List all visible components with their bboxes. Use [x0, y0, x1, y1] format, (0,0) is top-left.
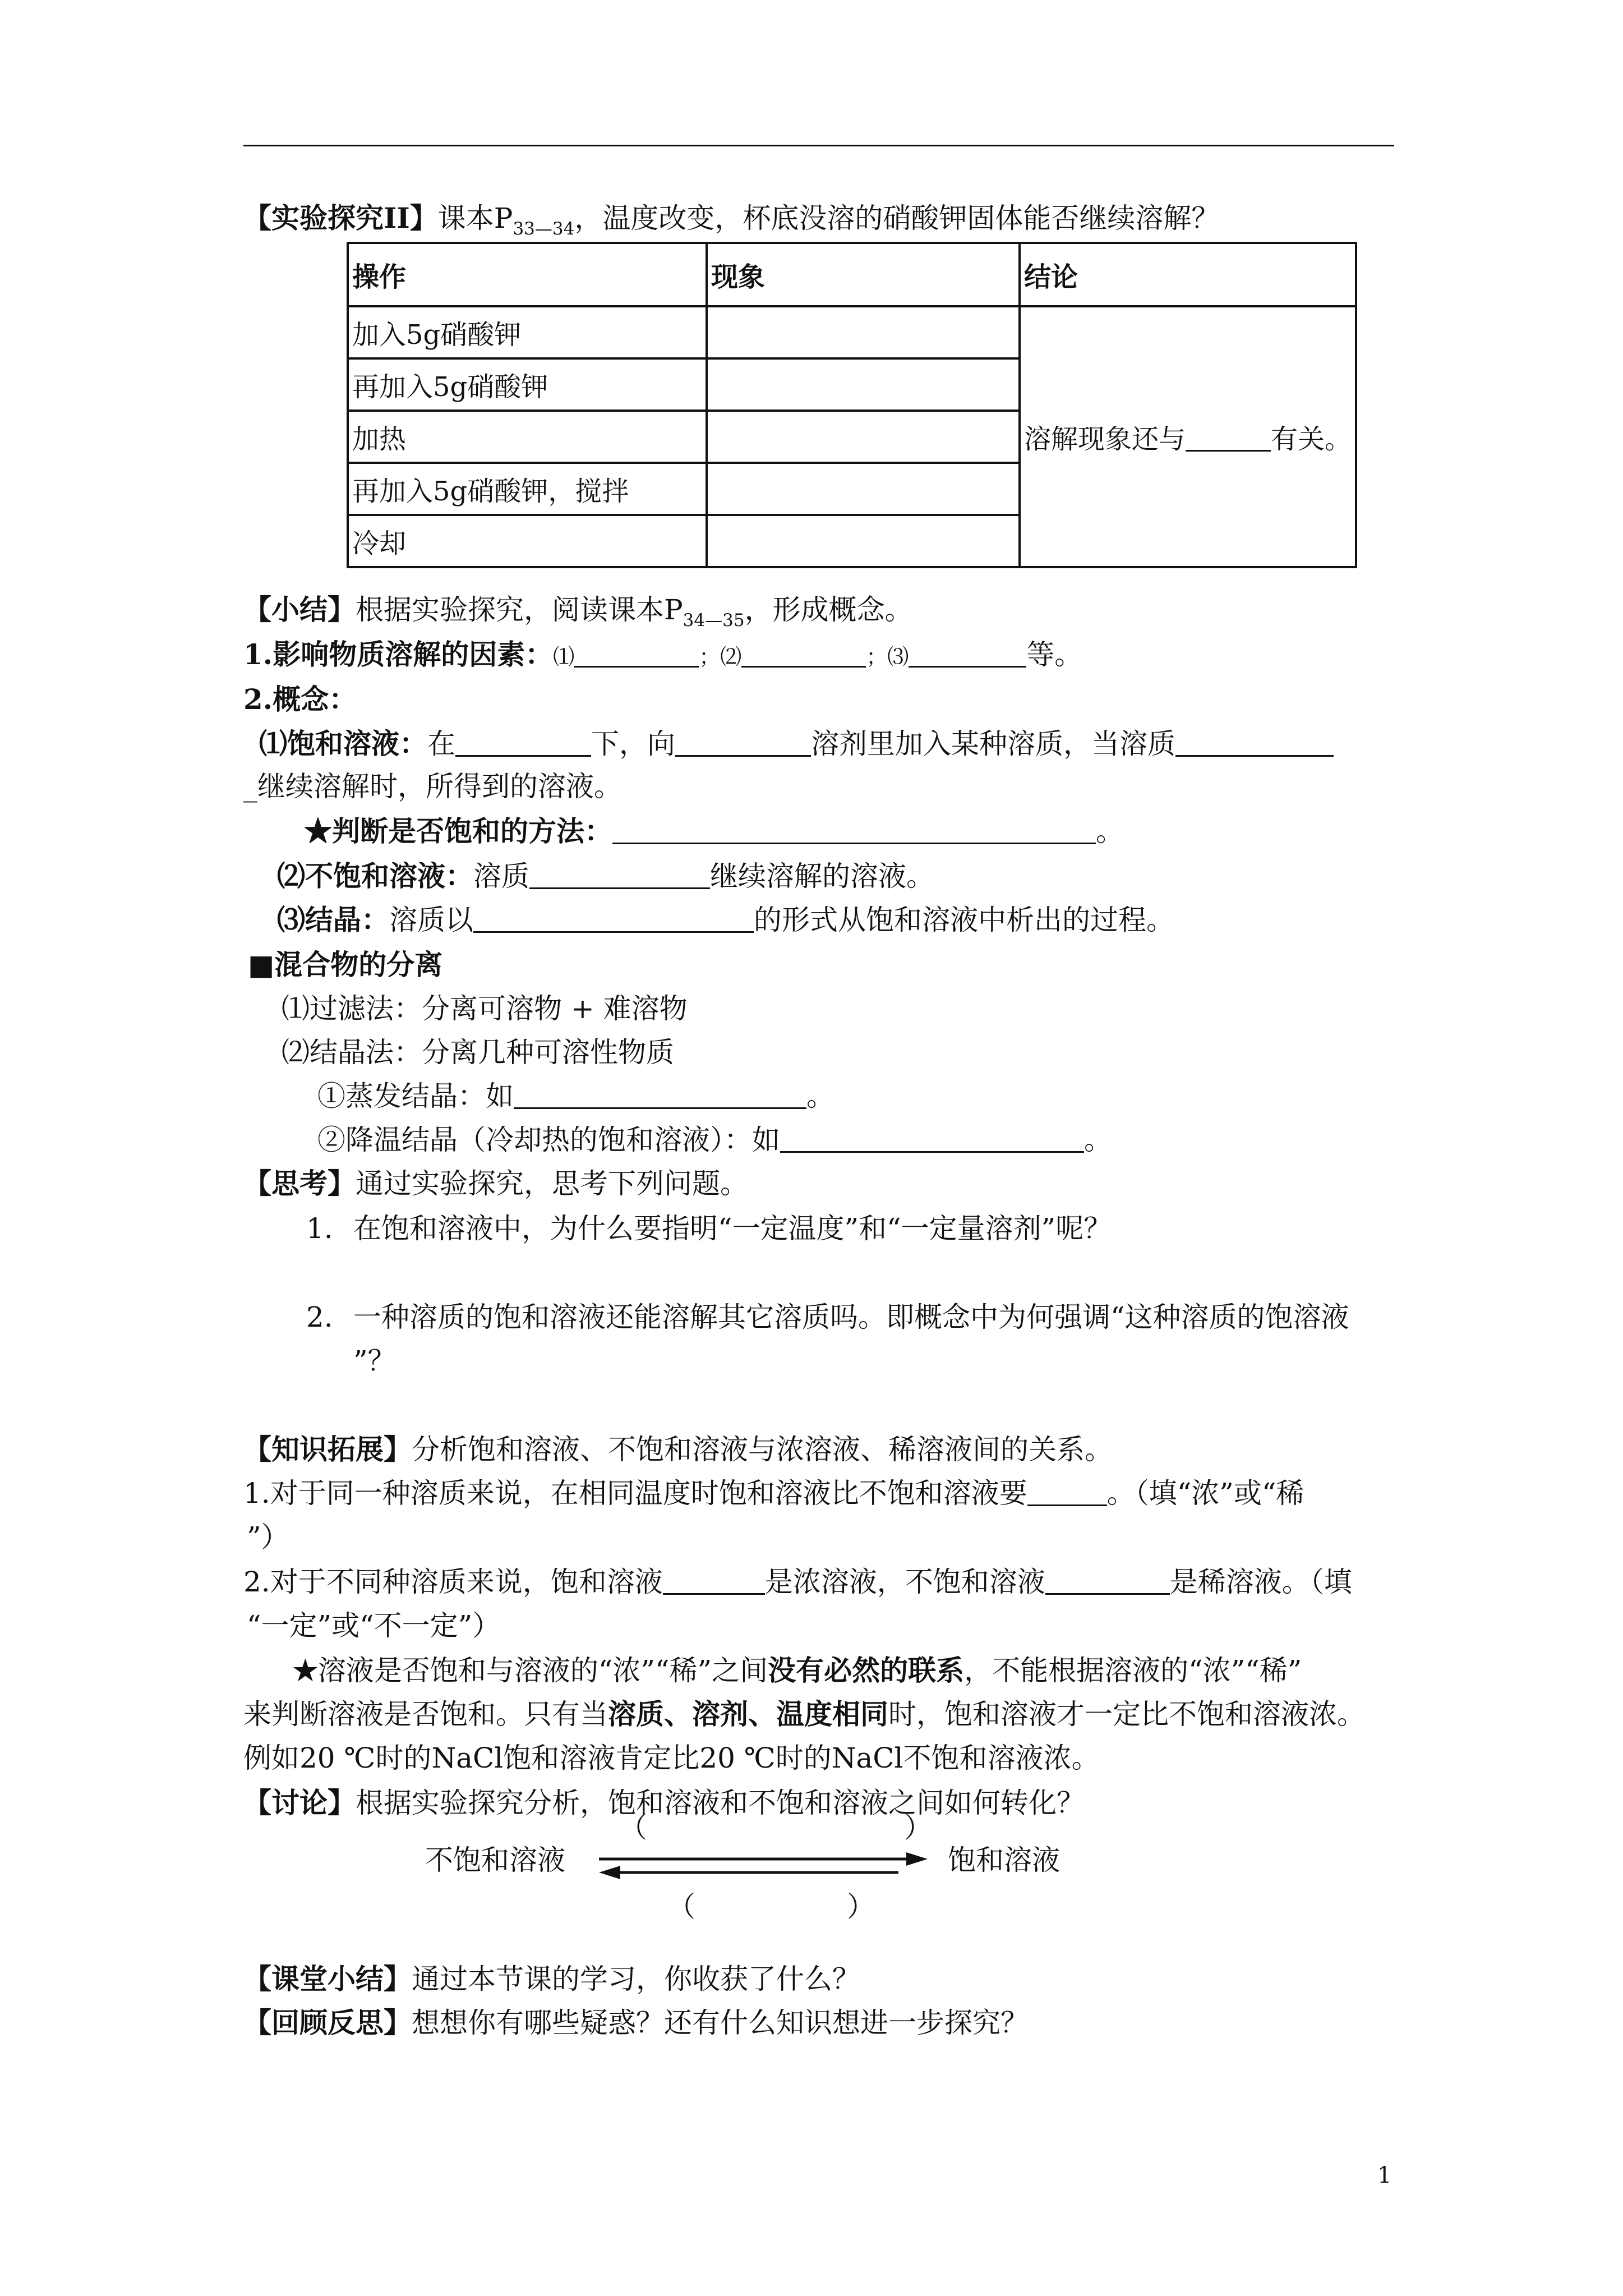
method-end: 。: [1096, 815, 1124, 848]
separation-filter: ⑴过滤法：分离可溶物 + 难溶物: [282, 992, 688, 1025]
item1-blank[interactable]: [1027, 1480, 1107, 1506]
note-line-1: [293, 1654, 1302, 1687]
conclusion-text-b: 有关。: [1271, 424, 1352, 455]
evap-blank[interactable]: [514, 1083, 806, 1109]
bottom-close-paren: ）: [847, 1890, 875, 1923]
top-open-paren: （: [619, 1811, 647, 1844]
phenomenon-cell: [707, 411, 1020, 463]
factors-sep1: ；⑵: [699, 645, 742, 669]
factors-sep2: ；⑶: [866, 645, 909, 669]
phenomenon-cell: [707, 463, 1020, 515]
unsaturated-line: [277, 859, 934, 892]
experiment-table: [347, 242, 1357, 568]
factors-end: 等。: [1026, 638, 1083, 671]
note-a: 溶液是否饱和与溶液的“浓”“稀”之间: [317, 1654, 768, 1687]
expand-line: [243, 1435, 1113, 1464]
note-b: 没有必然的联系: [768, 1654, 965, 1687]
cool-end: 。: [1084, 1124, 1112, 1156]
think-q1: [306, 1214, 1112, 1243]
saturated-node: 饱和溶液: [948, 1844, 1060, 1876]
separation-crystal: ⑵结晶法：分离几种可溶性物质: [282, 1036, 674, 1069]
operation-cell: 冷却: [348, 515, 707, 567]
unsaturated-blank[interactable]: [529, 863, 710, 889]
method-label: ★判断是否饱和的方法：: [304, 815, 612, 848]
unsaturated-a: 溶质: [473, 860, 529, 892]
header-phenomenon: 现象: [707, 243, 1020, 306]
table-row: [348, 306, 1356, 358]
conclusion-blank[interactable]: [1186, 425, 1271, 452]
think-intro: 通过实验探究，思考下列问题。: [356, 1167, 748, 1200]
class-summary-title: 【课堂小结】: [243, 1962, 412, 1995]
item1-b: 。（填“浓”或“稀: [1106, 1477, 1304, 1510]
experiment-intro-b: ，温度改变，杯底没溶的硝酸钾固体能否继续溶解？: [574, 202, 1220, 234]
cool-line: [317, 1126, 1112, 1154]
solvent-blank[interactable]: [675, 730, 811, 757]
backward-arrowhead: [599, 1866, 620, 1879]
factor-blank-3[interactable]: [909, 641, 1026, 668]
concept-label: 2.概念：: [243, 683, 357, 716]
discuss-intro: 根据实验探究分析，饱和溶液和不饱和溶液之间如何转化？: [356, 1787, 1085, 1819]
evap-text: ①蒸发结晶：如: [317, 1080, 514, 1112]
item1-c: ”）: [247, 1521, 289, 1553]
crystal-line: [277, 903, 1174, 936]
discuss-line: [243, 1786, 1085, 1819]
item2-d: “一定”或“不一定”）: [247, 1609, 501, 1642]
top-close-paren: ）: [904, 1811, 932, 1844]
saturated-line: [259, 727, 1334, 760]
cool-blank[interactable]: [780, 1126, 1084, 1153]
experiment-title: 【实验探究II】: [243, 201, 438, 234]
operation-cell: 再加入5g硝酸钾: [348, 358, 707, 411]
note-line-2: [243, 1697, 1365, 1731]
note-c: ，不能根据溶液的“浓”“稀”: [964, 1654, 1302, 1687]
conversion-arrows: [594, 1844, 931, 1884]
separation-title: ■混合物的分离: [248, 948, 443, 981]
expand-item2: [243, 1568, 1352, 1596]
conclusion-cell: [1020, 306, 1356, 567]
evap-line: [317, 1082, 834, 1110]
operation-cell: 再加入5g硝酸钾，搅拌: [348, 463, 707, 515]
page-number: 1: [1377, 2162, 1392, 2188]
saturated-b: 下，向: [591, 728, 675, 760]
method-line: [304, 815, 1124, 848]
crystal-label: ⑶结晶：: [277, 903, 389, 936]
item2-blank-2[interactable]: [1045, 1568, 1170, 1595]
factors-line: [243, 638, 1083, 671]
item1-a: 1.对于同一种溶质来说，在相同温度时饱和溶液比不饱和溶液要: [243, 1477, 1027, 1510]
factor-blank-2[interactable]: [741, 641, 866, 668]
operation-cell: 加入5g硝酸钾: [348, 306, 707, 358]
header-conclusion: 结论: [1020, 243, 1356, 306]
item2-b: 是浓溶液，不饱和溶液: [764, 1566, 1045, 1598]
q1-number: 1.: [306, 1212, 333, 1245]
note-e: 溶质、溶剂、温度相同: [608, 1697, 888, 1731]
item2-blank-1[interactable]: [663, 1568, 765, 1595]
class-summary-text: 通过本节课的学习，你收获了什么？: [412, 1963, 860, 1995]
crystal-blank[interactable]: [473, 907, 754, 933]
q1-text: 在饱和溶液中，为什么要指明“一定温度”和“一定量溶剂”呢？: [353, 1212, 1112, 1245]
note-f: 时，饱和溶液才一定比不饱和溶液浓。: [888, 1698, 1365, 1731]
think-line: [243, 1167, 748, 1200]
saturated-label: ⑴饱和溶液：: [259, 727, 427, 760]
solute-blank[interactable]: [1175, 730, 1334, 757]
expand-title: 【知识拓展】: [243, 1433, 412, 1466]
expand-item1: [243, 1477, 1304, 1510]
think-q2: [306, 1303, 1349, 1331]
unsaturated-label: ⑵不饱和溶液：: [277, 859, 473, 892]
experiment-heading: [243, 201, 1220, 239]
summary-line: [243, 593, 913, 631]
expand-intro: 分析饱和溶液、不饱和溶液与浓溶液、稀溶液间的关系。: [412, 1433, 1113, 1466]
factors-label: 1.影响物质溶解的因素：: [243, 638, 554, 671]
q2-text-a: 一种溶质的饱和溶液还能溶解其它溶质吗。即概念中为何强调“这种溶质的饱溶液: [353, 1301, 1349, 1333]
conclusion-text-a: 溶解现象还与: [1024, 424, 1186, 455]
temperature-blank[interactable]: [455, 730, 591, 757]
forward-arrowhead: [906, 1852, 928, 1866]
crystal-a: 溶质以: [389, 904, 473, 936]
star-icon: ★: [293, 1654, 318, 1687]
saturated-c: 溶剂里加入某种溶质，当溶质: [811, 728, 1175, 760]
unsaturated-node: 不饱和溶液: [425, 1844, 565, 1876]
header-rule: [243, 145, 1394, 146]
phenomenon-cell: [707, 306, 1020, 358]
method-blank[interactable]: [612, 818, 1096, 844]
saturated-a: 在: [427, 728, 455, 760]
bottom-open-paren: （: [667, 1890, 695, 1923]
item2-a: 2.对于不同种溶质来说，饱和溶液: [243, 1566, 663, 1598]
table-header-row: [348, 243, 1356, 306]
note-d: 来判断溶液是否饱和。只有当: [243, 1698, 608, 1731]
class-summary-line: [243, 1962, 860, 1995]
reflect-text: 想想你有哪些疑惑？还有什么知识想进一步探究？: [412, 2007, 1029, 2039]
reflect-line: [243, 2006, 1029, 2039]
summary-text-b: ，形成概念。: [744, 593, 913, 626]
note-g: 例如20 ℃时的NaCl饱和溶液肯定比20 ℃时的NaCl不饱和溶液浓。: [243, 1742, 1100, 1774]
summary-text-sub: 34—35: [683, 610, 745, 631]
think-title: 【思考】: [243, 1167, 356, 1200]
summary-text-a: 根据实验探究，阅读课本P: [356, 593, 683, 626]
phenomenon-cell: [707, 515, 1020, 567]
operation-cell: 加热: [348, 411, 707, 463]
discuss-title: 【讨论】: [243, 1786, 356, 1819]
header-operation: 操作: [348, 243, 707, 306]
reflect-title: 【回顾反思】: [243, 2006, 412, 2039]
unsaturated-b: 继续溶解的溶液。: [710, 860, 934, 892]
factors-p1: ⑴: [553, 645, 575, 669]
experiment-intro-a: 课本P: [437, 202, 513, 234]
q2-number: 2.: [306, 1301, 333, 1333]
phenomenon-cell: [707, 358, 1020, 411]
crystal-b: 的形式从饱和溶液中析出的过程。: [754, 904, 1174, 936]
summary-title: 【小结】: [243, 593, 356, 626]
experiment-intro-sub: 33—34: [513, 219, 575, 239]
cool-text: ②降温结晶（冷却热的饱和溶液）：如: [317, 1124, 780, 1156]
item2-c: 是稀溶液。（填: [1169, 1566, 1352, 1598]
factor-blank-1[interactable]: [574, 641, 699, 668]
evap-end: 。: [806, 1080, 834, 1112]
saturated-d: _继续溶解时，所得到的溶液。: [243, 770, 622, 803]
q2-text-b: ”？: [353, 1345, 396, 1377]
